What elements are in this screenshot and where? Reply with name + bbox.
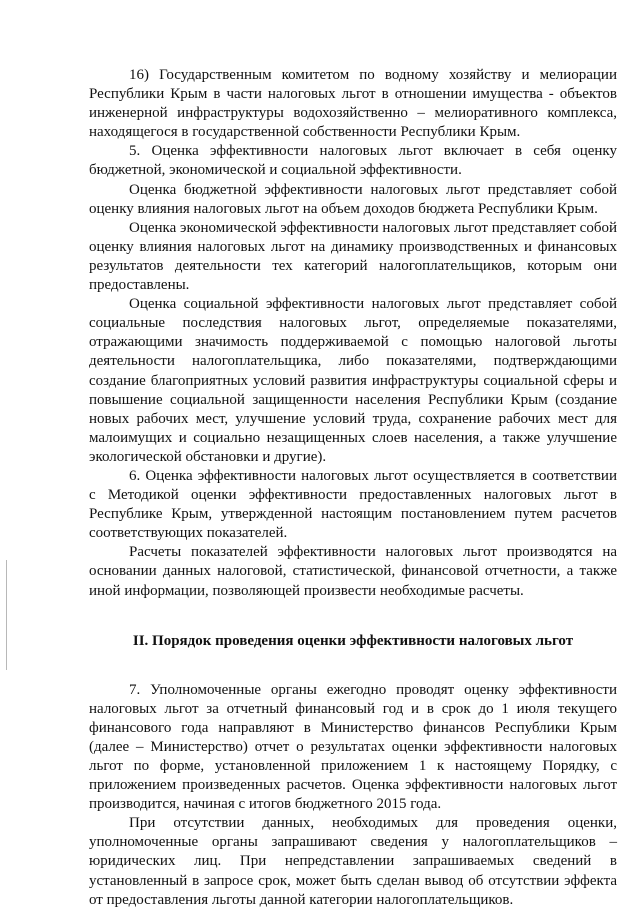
document-body — [89, 66, 617, 910]
paragraph-section-7: 7. Уполномоченные органы ежегодно проводят оценку эффективности налоговых льгот за отчетный финансовый год и в срок до 1 июля текущего финансового года направляют в Министерство финансов Республики Крым (далее – Министерство) отчет о результатах оценки эффективности налоговых льгот по форме, установленной приложением 1 к настоящему Порядку, с приложением произведенных расчетов. Оценка эффективности налоговых льгот производится, начиная с итогов бюджетного 2015 года. — [89, 681, 617, 813]
paragraph-calculations: Расчеты показателей эффективности налоговых льгот производятся на основании данных налоговой, статистической, финансовой отчетности, а также иной информации, позволяющей произвести необходимые расчеты. — [89, 544, 617, 599]
paragraph-missing-data: При отсутствии данных, необходимых для проведения оценки, уполномоченные органы запрашивают сведения у налогоплательщиков – юридических лиц. При непредставлении запрашиваемых сведений в установленный в запросе срок, может быть сделан вывод об отсутствии эффекта от предоставления льготы данной категории налогоплательщиков. — [89, 815, 617, 908]
paragraph-section-5: 5. Оценка эффективности налоговых льгот включает в себя оценку бюджетной, экономической и социальной эффективности. — [89, 143, 617, 179]
section-heading: II. Порядок проведения оценки эффективности налоговых льгот — [132, 632, 574, 649]
paragraph-item-16: 16) Государственным комитетом по водному хозяйству и мелиорации Республики Крым в части налоговых льгот в отношении имущества - объектов инженерной инфраструктуры водохозяйственно – мелиоративного комплекса, находящегося в государственной собственности Республики Крым. — [89, 67, 617, 141]
paragraph-budget-efficiency: Оценка бюджетной эффективности налоговых льгот представляет собой оценку влияния налоговых льгот на объем доходов бюджета Республики Крым. — [89, 181, 617, 217]
paragraph-social-efficiency: Оценка социальной эффективности налоговых льгот представляет собой социальные последствия налоговых льгот, определяемые показателями, отражающими значимость поддерживаемой с помощью налоговой льготы деятельности налогоплательщика, либо показателями, подтверждающими создание благоприятных условий развития инфраструктуры социальной сферы и повышение социальной защищенности населения Республики Крым (создание новых рабочих мест, улучшение условий труда, сохранение рабочих мест для малоимущих и социально незащищенных слоев населения, а также улучшение экологической обстановки и другие). — [89, 296, 617, 465]
scan-edge-mark — [6, 560, 7, 670]
paragraph-section-6: 6. Оценка эффективности налоговых льгот осуществляется в соответствии с Методикой оценки эффективности предоставленных налоговых льгот в Республике Крым, утвержденной настоящим постановлением путем расчетов соответствующих показателей. — [89, 467, 617, 542]
paragraph-economic-efficiency: Оценка экономической эффективности налоговых льгот представляет собой оценку влияния налоговых льгот на динамику производственных и финансовых результатов деятельности тех категорий налогоплательщиков, которым они предоставлены. — [89, 219, 617, 294]
